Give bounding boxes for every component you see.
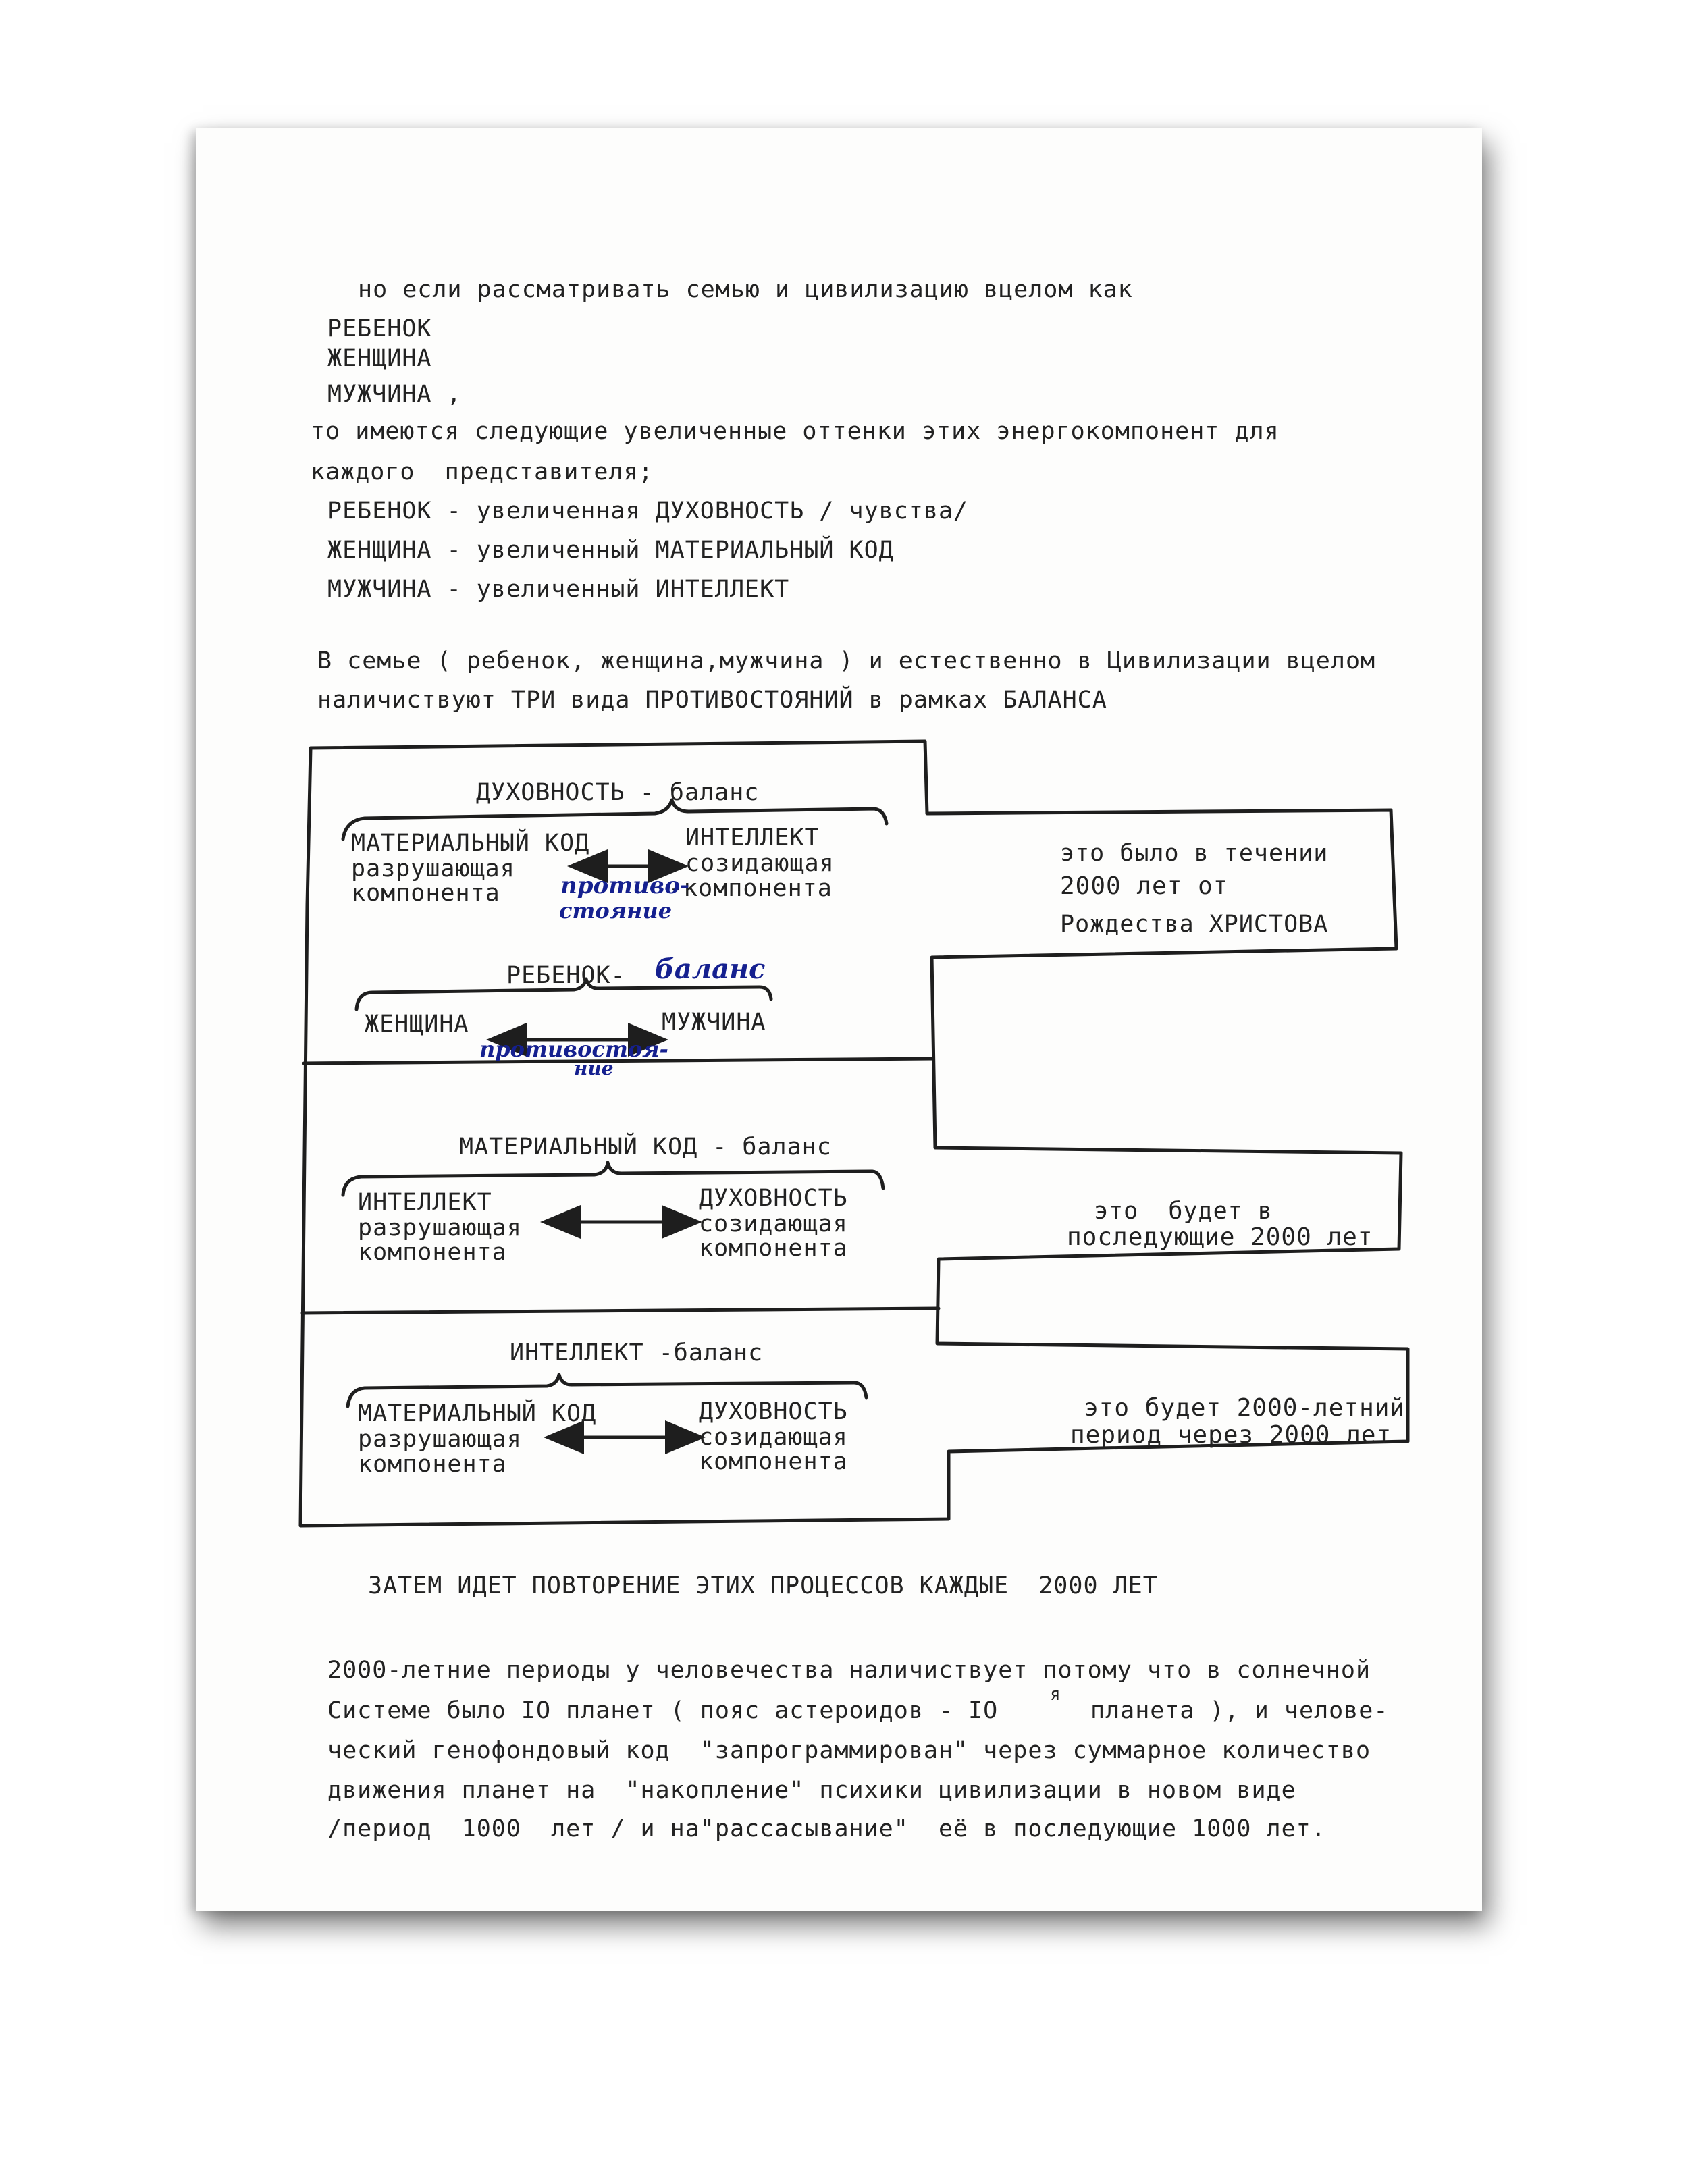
- closing-line-4: движения планет на "накопление" психики цивилизации в новом виде: [327, 1777, 1296, 1804]
- block2-left-1: ИНТЕЛЛЕКТ: [358, 1189, 492, 1216]
- block2-left-2: разрушающая: [358, 1215, 522, 1242]
- closing-line-3: ческий генофондовый код "запрограммирован" через суммарное количество: [327, 1737, 1371, 1764]
- block1-sub-right: МУЖЧИНА: [662, 1009, 766, 1036]
- block1-hand-note-2: стояние: [559, 898, 672, 924]
- closing-line-2-superscript: я: [1050, 1684, 1061, 1705]
- block2-right-2: созидающая: [699, 1210, 848, 1237]
- role-woman: ЖЕНЩИНА: [327, 345, 432, 372]
- block2-side-note-1: это будет в: [1094, 1198, 1273, 1225]
- block2-right-1: ДУХОВНОСТЬ: [699, 1185, 848, 1212]
- closing-line-5: /период 1000 лет / и на"рассасывание" её в последующие 1000 лет.: [327, 1815, 1326, 1842]
- block3-side-note-2: период через 2000 лет: [1070, 1421, 1392, 1449]
- role-child: РЕБЕНОК: [327, 315, 432, 342]
- block3-right-1: ДУХОВНОСТЬ: [699, 1398, 848, 1425]
- para2-line-2: наличиствуют ТРИ вида ПРОТИВОСТОЯНИЙ в рамках БАЛАНСА: [317, 687, 1107, 714]
- closing-line-2b: планета ), и челове-: [1090, 1697, 1389, 1724]
- divider-2: [302, 1308, 939, 1313]
- document-page: [196, 128, 1482, 1911]
- repeat-line: ЗАТЕМ ИДЕТ ПОВТОРЕНИЕ ЭТИХ ПРОЦЕССОВ КАЖДЫЕ 2000 ЛЕТ: [368, 1572, 1158, 1599]
- role-man: МУЖЧИНА ,: [327, 381, 462, 408]
- block3-left-3: компонента: [358, 1451, 507, 1478]
- block2-title: МАТЕРИАЛЬНЫЙ КОД - баланс: [459, 1134, 832, 1161]
- block1-right-3: -компонента: [668, 875, 833, 902]
- intro-item-man: МУЖЧИНА - увеличенный ИНТЕЛЛЕКТ: [327, 576, 790, 603]
- block2-right-3: компонента: [699, 1235, 848, 1262]
- intro-item-woman: ЖЕНЩИНА - увеличенный МАТЕРИАЛЬНЫЙ КОД: [327, 537, 894, 564]
- block3-left-2: разрушающая: [358, 1426, 522, 1453]
- block2-left-3: компонента: [358, 1239, 507, 1266]
- block1-side-note-3: Рождества ХРИСТОВА: [1060, 911, 1329, 938]
- intro-line-3: каждого представителя;: [311, 458, 654, 485]
- block1-side-note-2: 2000 лет от: [1060, 872, 1229, 900]
- block3-title: ИНТЕЛЛЕКТ -баланс: [510, 1339, 764, 1366]
- block1-left-3: компонента: [351, 880, 500, 907]
- block3-right-2: созидающая: [699, 1424, 848, 1451]
- block1-left-1: МАТЕРИАЛЬНЫЙ КОД: [351, 830, 590, 857]
- block1-sub-title: РЕБЕНОК-: [506, 962, 626, 989]
- intro-item-child: РЕБЕНОК - увеличенная ДУХОВНОСТЬ / чувства/: [327, 498, 969, 525]
- block1-sub-hand-note-2: ние: [574, 1057, 614, 1080]
- block1-sub-hand-note-1: противостоя-: [479, 1036, 668, 1062]
- block1-right-1: ИНТЕЛЛЕКТ: [685, 824, 820, 851]
- intro-line-2: то имеются следующие увеличенные оттенки этих энергокомпонент для: [311, 418, 1280, 445]
- para2-line-1: В семье ( ребенок, женщина,мужчина ) и естественно в Цивилизации вцелом: [317, 647, 1376, 674]
- block1-sub-left: ЖЕНЩИНА: [365, 1011, 469, 1038]
- intro-line-1: но если рассматривать семью и цивилизацию вцелом как: [358, 276, 1133, 303]
- block1-title: ДУХОВНОСТЬ - баланс: [476, 779, 760, 806]
- block1-right-2: созидающая: [685, 850, 835, 877]
- block1-sub-hand: баланс: [655, 953, 766, 985]
- closing-line-2a: Системе было IO планет ( пояс астероидов - IO: [327, 1697, 999, 1724]
- block3-right-3: компонента: [699, 1448, 848, 1475]
- block2-side-note-2: последующие 2000 лет: [1067, 1223, 1373, 1251]
- closing-line-1: 2000-летние периоды у человечества наличиствует потому что в солнечной: [327, 1657, 1371, 1684]
- block1-side-note-1: это было в течении: [1060, 840, 1329, 867]
- block3-side-note-1: это будет 2000-летний: [1084, 1394, 1406, 1422]
- block1-hand-note-1: противо-: [560, 872, 689, 899]
- block1-left-2: разрушающая: [351, 855, 515, 882]
- block3-left-1: МАТЕРИАЛЬНЫЙ КОД: [358, 1400, 597, 1427]
